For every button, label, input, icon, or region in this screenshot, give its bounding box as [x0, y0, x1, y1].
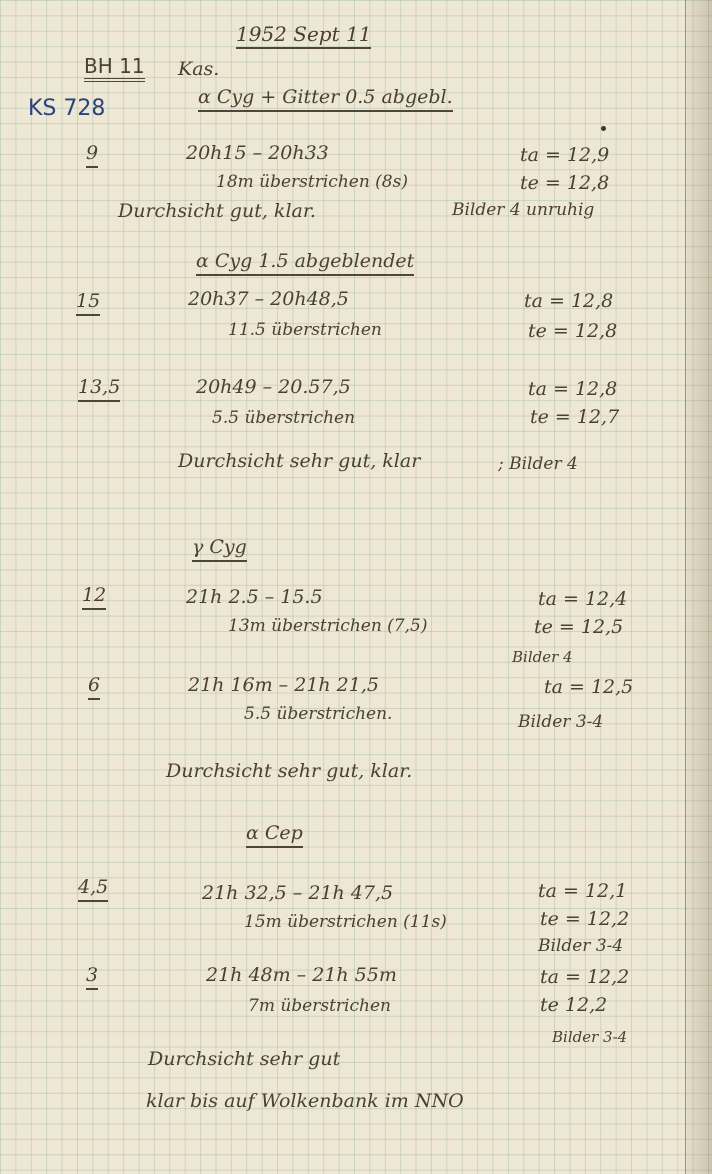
section-4-obs-2-ta: ta = 12,2 [540, 966, 630, 988]
section-3-obs-2-time: 21h 16m – 21h 21,5 [188, 674, 379, 696]
section-1-obs-1-time: 20h15 – 20h33 [186, 142, 329, 164]
section-4-title: α Cep [246, 824, 303, 848]
header-instrument: BH 11 [84, 56, 145, 82]
header-abbrev: Kas. [178, 58, 220, 80]
section-2-obs-1-ta: ta = 12,8 [524, 290, 614, 312]
page-binding-edge [685, 0, 712, 1174]
section-2-obs-2-note: 5.5 überstrichen [212, 408, 356, 428]
section-3-obs-1-note: 13m überstrichen (7,5) [228, 616, 428, 636]
section-2-remark: Durchsicht sehr gut, klar [178, 450, 421, 472]
section-1-remark: Durchsicht gut, klar. [118, 200, 316, 222]
section-1-title: α Cyg + Gitter 0.5 abgebl. [198, 88, 453, 112]
section-2-obs-1-note: 11.5 überstrichen [228, 320, 382, 340]
section-4-obs-2-te: te 12,2 [540, 994, 608, 1016]
section-2-obs-1-time: 20h37 – 20h48,5 [188, 288, 349, 310]
section-3-obs-1-number: 12 [82, 586, 106, 610]
section-1-obs-1-te: te = 12,8 [520, 172, 610, 194]
section-3-obs-1-time: 21h 2.5 – 15.5 [186, 586, 323, 608]
section-4-obs-2-note: 7m überstrichen [248, 996, 391, 1016]
section-1-obs-1-number: 9 [86, 144, 98, 168]
header-date: 1952 Sept 11 [236, 24, 371, 49]
ink-dot [601, 126, 606, 131]
section-4-obs-1-time: 21h 32,5 – 21h 47,5 [202, 882, 394, 904]
section-3-obs-1-images: Bilder 4 [512, 648, 573, 666]
section-4-obs-1-ta: ta = 12,1 [538, 880, 628, 902]
section-4-obs-1-note: 15m überstrichen (11s) [244, 912, 447, 932]
section-3-remark: Durchsicht sehr gut, klar. [166, 760, 413, 782]
section-4-obs-1-te: te = 12,2 [540, 908, 630, 930]
section-3-obs-2-number: 6 [88, 676, 100, 700]
section-4-remark: Durchsicht sehr gut [148, 1048, 341, 1070]
section-1-obs-1-ta: ta = 12,9 [520, 144, 610, 166]
section-4-obs-2-images: Bilder 3-4 [552, 1028, 628, 1046]
section-2-title: α Cyg 1.5 abgeblendet [196, 252, 414, 276]
section-4-obs-2-number: 3 [86, 966, 98, 990]
section-4-remark-2: klar bis auf Wolkenbank im NNO [146, 1090, 464, 1112]
section-4-obs-2-time: 21h 48m – 21h 55m [206, 964, 397, 986]
section-2-obs-2-number: 13,5 [78, 378, 120, 402]
section-2-obs-1-number: 15 [76, 292, 100, 316]
section-3-obs-1-te: te = 12,5 [534, 616, 624, 638]
section-1-obs-1-note: 18m überstrichen (8s) [216, 172, 408, 192]
section-3-title: γ Cyg [192, 538, 247, 562]
section-3-obs-1-ta: ta = 12,4 [538, 588, 628, 610]
section-1-images: Bilder 4 unruhig [452, 200, 595, 220]
section-4-obs-1-number: 4,5 [78, 878, 108, 902]
section-3-obs-2-images: Bilder 3-4 [518, 712, 604, 732]
section-2-obs-2-te: te = 12,7 [530, 406, 620, 428]
section-3-obs-2-ta: ta = 12,5 [544, 676, 634, 698]
section-3-obs-2-note: 5.5 überstrichen. [244, 704, 393, 724]
catalog-id: KS 728 [28, 96, 106, 121]
section-2-images: ; Bilder 4 [498, 454, 578, 474]
section-4-obs-1-images: Bilder 3-4 [538, 936, 624, 956]
section-2-obs-2-ta: ta = 12,8 [528, 378, 618, 400]
section-2-obs-2-time: 20h49 – 20.57,5 [196, 376, 351, 398]
section-2-obs-1-te: te = 12,8 [528, 320, 618, 342]
